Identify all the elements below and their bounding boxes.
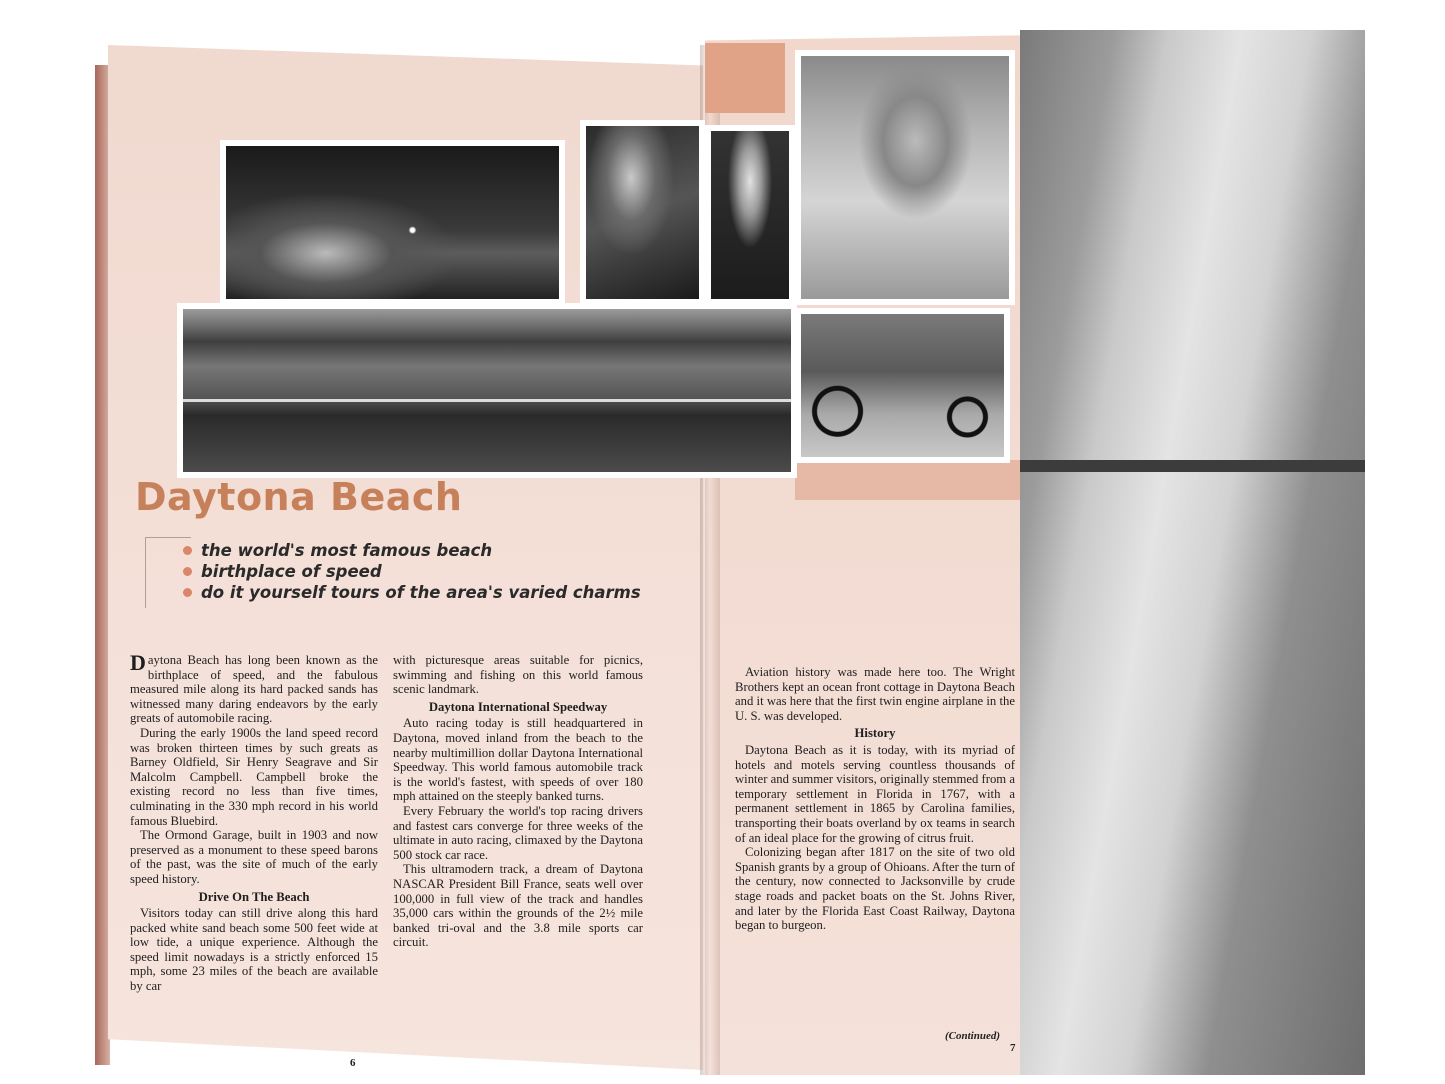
paragraph: with picturesque areas suitable for picnics, swimming and fishing on this world famous scenic landmark.: [393, 653, 643, 697]
paragraph: [130, 650, 378, 726]
paragraph: The Ormond Garage, built in 1903 and now preserved as a monument to these speed barons of the past, was the site of much of the early speed history.: [130, 828, 378, 886]
bullet-item: do it yourself tours of the area's varied charms: [183, 582, 641, 603]
photo-speedway-grandstand: [177, 303, 797, 478]
photo-couple-surf: [795, 50, 1015, 305]
drop-cap: D: [130, 650, 146, 675]
accent-block: [705, 43, 785, 113]
photo-woman-dining: [705, 125, 795, 305]
accent-block-lower: [795, 460, 1025, 500]
text-column-2: [393, 653, 643, 950]
text-column-1: [130, 650, 378, 994]
photo-couple-dining: [580, 120, 705, 305]
paragraph: This ultramodern track, a dream of Daytona NASCAR President Bill France, seats well over 100,000 in full view of the track and handles 35,000 cars within the grounds of the 2½ mile banked tri-oval and the 3.8 mile sports car circuit.: [393, 862, 643, 950]
continued-label: (Continued): [945, 1030, 1001, 1042]
page-title: Daytona Beach: [135, 475, 463, 519]
section-heading: History: [854, 726, 896, 741]
page-edge: [95, 65, 110, 1065]
section-heading: Daytona International Speedway: [428, 699, 608, 714]
paragraph: Colonizing began after 1817 on the site of two old Spanish grants by a group of Ohioans. After the turn of the century, now connected to Jacksonville by crude stage roads and packet boats on the St. Johns River, and later by the Florida East Coast Railway, Daytona began to burgeon.: [735, 845, 1015, 933]
paragraph: Auto racing today is still headquartered in Daytona, moved inland from the beach to the nearby multimillion dollar Daytona International Speedway. This world famous automobile track is the world's fastest, with speeds of over 180 mph attained on the steeply banked turns.: [393, 716, 643, 804]
text-column-3: [735, 665, 1015, 933]
page-number-right: 7: [1010, 1042, 1016, 1054]
bullet-item: the world's most famous beach: [183, 540, 641, 561]
bullet-list: [183, 540, 641, 603]
photo-vintage-race-car: [795, 308, 1010, 463]
paragraph-text: aytona Beach has long been known as the birthplace of speed, and the fabulous measured mile along its hard packed sands has witnessed many daring endeavors by the early greats of automobile racing.: [130, 653, 378, 726]
paragraph: Visitors today can still drive along this hard packed white sand beach some 500 feet wide at low tide, a unique experience. Although the speed limit nowadays is a strictly enforced 15 mph, some 23 miles of the beach are available by car: [130, 906, 378, 994]
magazine-spread: [95, 25, 1350, 1075]
paragraph: Aviation history was made here too. The Wright Brothers kept an ocean front cottage in Daytona Beach and it was here that the first twin engine airplane in the U. S. was developed.: [735, 665, 1015, 723]
paragraph: Every February the world's top racing drivers and fastest cars converge for three weeks of the ultimate in auto racing, climaxed by the Daytona 500 stock car race.: [393, 803, 643, 862]
page-number-left: 6: [350, 1057, 356, 1069]
paragraph: Daytona Beach as it is today, with its myriad of hotels and motels serving countless thousands of winter and summer visitors, originally stemmed from a temporary settlement in Florida in 1767, with a permanent settlement in 1865 by Carolina families, transporting their boats overland by ox teams in search of an ideal place for the growing of citrus fruit.: [735, 742, 1015, 845]
section-heading: Drive On The Beach: [198, 889, 310, 904]
photo-boardwalk-night: [220, 140, 565, 305]
photo-aerial-beach: [1020, 30, 1365, 1075]
paragraph: During the early 1900s the land speed record was broken thirteen times by such greats as Barney Oldfield, Sir Henry Seagrave and Sir Malcolm Campbell. Campbell broke the existing record no less than five times, culminating in the 330 mph record in his world famous Bluebird.: [130, 725, 378, 828]
bullet-item: birthplace of speed: [183, 561, 641, 582]
